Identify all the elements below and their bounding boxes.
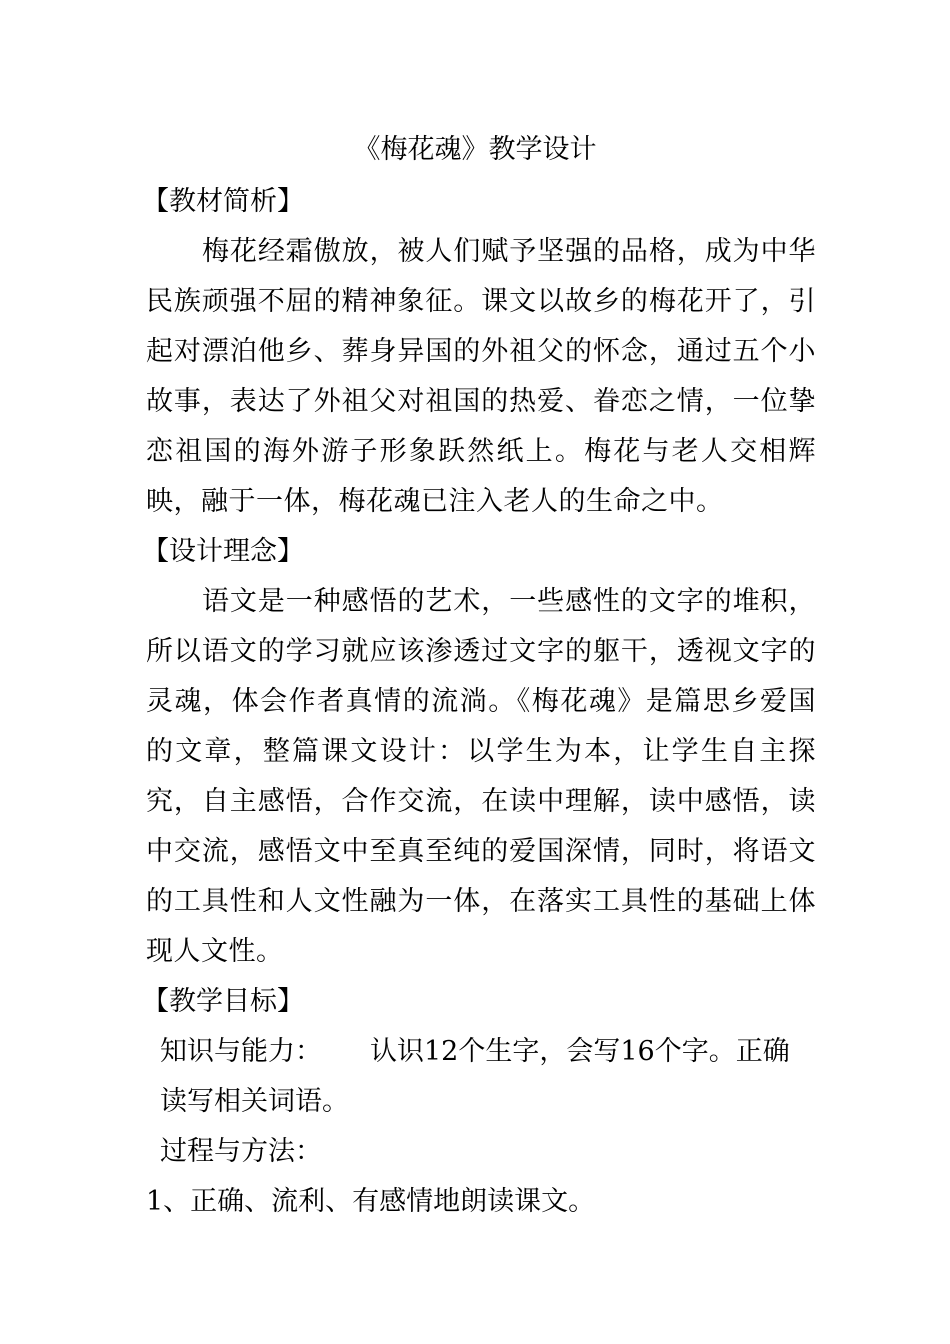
section-body-concept: 语文是一种感悟的艺术，一些感性的文字的堆积，所以语文的学习就应该渗透过文字的躯干，透视文字的灵魂，体会作者真情的流淌。《梅花魂》是篇思乡爱国的文章，整篇课文设计：以学生为本，让学生自主探究，自主感悟，合作交流，在读中理解，读中感悟，读中交流，感悟文中至真至纯的爱国深情，同时，将语文的工具性和人文性融为一体，在落实工具性的基础上体现人文性。 <box>146 586 816 967</box>
document-title: 《梅花魂》教学设计 <box>353 134 597 165</box>
section-body-textbook: 梅花经霜傲放，被人们赋予坚强的品格，成为中华民族顽强不屈的精神象征。课文以故乡的梅花开了，引起对漂泊他乡、葬身异国的外祖父的怀念，通过五个小故事，表达了外祖父对祖国的热爱、眷恋之情，一位挚恋祖国的海外游子形象跃然纸上。梅花与老人交相辉映，融于一体，梅花魂已注入老人的生命之中。 <box>146 236 816 517</box>
document-body <box>142 177 816 1227</box>
section-heading-goals: 【教学目标】 <box>142 986 304 1017</box>
goal-knowledge <box>146 1027 816 1127</box>
goal-knowledge-text: 认识12个生字，会写16个字。正确读写相关词语。 <box>160 1036 790 1117</box>
section-heading-concept: 【设计理念】 <box>142 536 304 567</box>
goal-process-item-1: 1、正确、流利、有感情地朗读课文。 <box>146 1186 596 1217</box>
goal-process-label: 过程与方法： <box>160 1136 322 1167</box>
section-heading-textbook: 【教材简析】 <box>142 186 304 217</box>
goal-knowledge-label: 知识与能力： <box>160 1036 322 1067</box>
